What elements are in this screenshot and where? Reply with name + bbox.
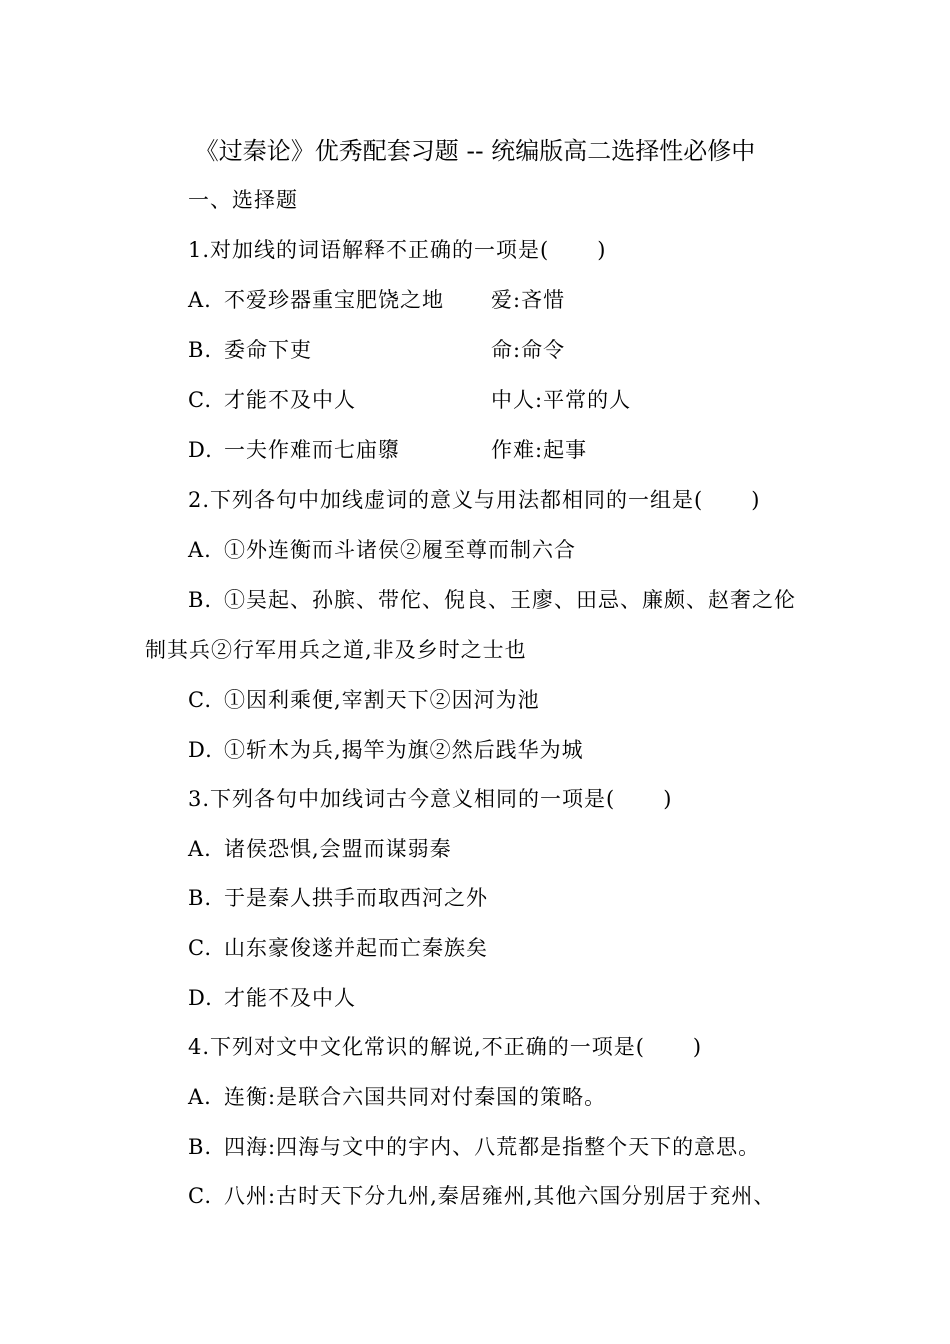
question-1-option-a: A. 不爱珍器重宝肥饶之地 爱:吝惜 (188, 285, 444, 315)
question-2-option-a: A. ①外连衡而斗诸侯②履至尊而制六合 (188, 538, 576, 562)
question-1-stem: 1.对加线的词语解释不正确的一项是( ) (188, 238, 607, 262)
question-3-option-d: D. 才能不及中人 (188, 986, 356, 1010)
question-4-stem: 4.下列对文中文化常识的解说,不正确的一项是( ) (188, 1035, 703, 1059)
question-1-option-b: B. 委命下吏 命:命令 (188, 335, 312, 365)
question-4-option-a: A. 连衡:是联合六国共同对付秦国的策略。 (188, 1085, 607, 1109)
question-1-option-c: C. 才能不及中人 中人:平常的人 (188, 385, 356, 415)
question-2-stem: 2.下列各句中加线虚词的意义与用法都相同的一组是( ) (188, 488, 761, 512)
question-2-option-b: B. ①吴起、孙膑、带佗、倪良、王廖、田忌、廉颇、赵奢之伦 (188, 588, 796, 612)
question-3-option-c: C. 山东豪俊遂并起而亡秦族矣 (188, 936, 488, 960)
section-heading: 一、选择题 (188, 188, 298, 212)
question-2-option-b-continuation: 制其兵②行军用兵之道,非及乡时之士也 (145, 638, 527, 662)
question-2-option-c: C. ①因利乘便,宰割天下②因河为池 (188, 688, 540, 712)
option-gloss: 中人:平常的人 (491, 388, 632, 412)
question-3-stem: 3.下列各句中加线词古今意义相同的一项是( ) (188, 787, 673, 811)
option-gloss: 爱:吝惜 (491, 288, 566, 312)
document-title: 《过秦论》优秀配套习题 -- 统编版高二选择性必修中 (194, 137, 756, 165)
question-2-option-d: D. ①斩木为兵,揭竿为旗②然后践华为城 (188, 738, 584, 762)
option-gloss: 命:命令 (491, 338, 566, 362)
question-1-option-d: D. 一夫作难而七庙隳 作难:起事 (188, 435, 400, 465)
question-4-option-c: C. 八州:古时天下分九州,秦居雍州,其他六国分别居于兖州、 (188, 1184, 776, 1208)
question-3-option-a: A. 诸侯恐惧,会盟而谋弱秦 (188, 837, 452, 861)
question-4-option-b: B. 四海:四海与文中的宇内、八荒都是指整个天下的意思。 (188, 1135, 761, 1159)
question-3-option-b: B. 于是秦人拱手而取西河之外 (188, 886, 488, 910)
option-gloss: 作难:起事 (491, 438, 588, 462)
